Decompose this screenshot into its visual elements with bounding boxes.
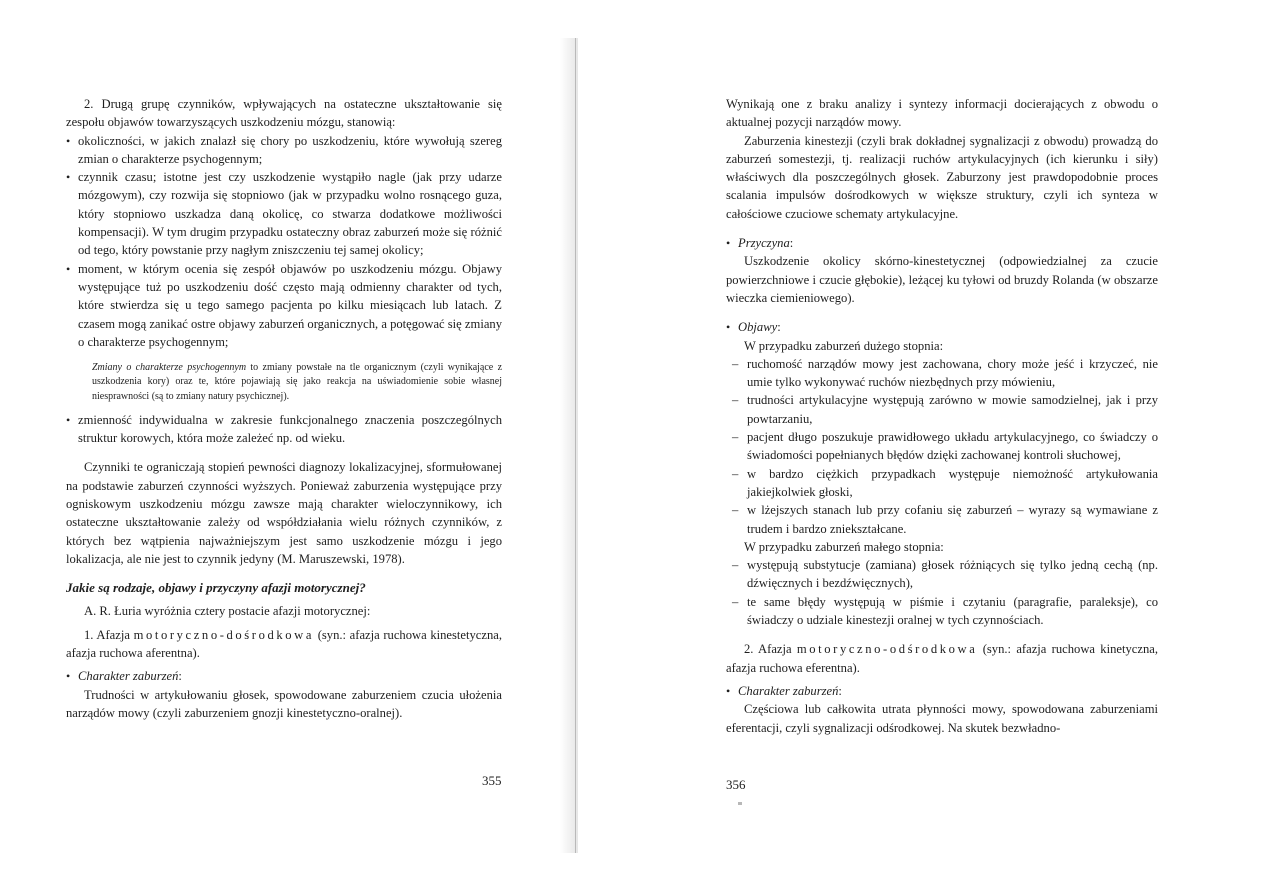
scan-speck: [738, 802, 742, 805]
type-prefix: 1. Afazja: [84, 627, 134, 642]
list-item: • okoliczności, w jakich znalazł się chory po uszkodzeniu, które wywołują szereg zmian o charakterze psychogennym;: [66, 132, 502, 169]
page-number: 356: [726, 777, 746, 792]
kinesthesia-paragraph: Zaburzenia kinestezji (czyli brak dokładnej sygnalizacji z obwodu) prowadzą do zaburzeń somestezji, tj. realizacji ruchów artykulacyjnych (ich kierunku i siły) właściwych dla poszczególnych głosek. Zaburzony jest prawdopodobnie proces scalania impulsów dośrodkowych w większe struktury, czyli ich synteza w całościowe czuciowe schematy artykulacyjne.: [726, 133, 1158, 221]
severe-symptoms-list: [726, 355, 1158, 538]
character-label: Charakter zaburzeń: [738, 683, 839, 698]
character-label: Charakter zaburzeń: [78, 669, 179, 684]
severe-intro: W przypadku zaburzeń dużego stopnia:: [744, 338, 944, 353]
list-item: – występują substytucje (zamiana) głosek różniących się tylko jedną cechą (np. dźwięcznych i bezdźwięcznych),: [726, 556, 1158, 593]
character-paragraph: Trudności w artykułowaniu głosek, spowodowane zaburzeniem czucia ułożenia narządów mowy (czyli zaburzeniem gnozji kinestetyczno-oralnej).: [66, 687, 502, 720]
intro-paragraph: 2. Drugą grupę czynników, wpływających na ostateczne ukształtowanie się zespołu objawów towarzyszących uszkodzeniu mózgu, stanowią:: [66, 97, 502, 130]
cause-paragraph: Uszkodzenie okolicy skórno-kinestetycznej (odpowiedzialnej za czucie powierzchniowe i czucie głębokie), leżącej ku tyłowi od bruzdy Rolanda (w obszarze wieczka ciemieniowego).: [726, 254, 1158, 305]
left-page-edge: [575, 38, 576, 853]
cause-label: Przyczyna: [738, 236, 790, 251]
list-item: • zmienność indywidualna w zakresie funkcjonalnego znaczenia poszczególnych struktur korowych, która może zależeć np. od wieku.: [66, 411, 502, 448]
list-item: • moment, w którym ocenia się zespół objawów po uszkodzeniu mózgu. Objawy występujące tuż po uszkodzeniu dość często mają odmienny charakter od tych, które stwierdza się u tego samego pacjenta po kilku miesiącach lub latach. Z czasem mogą zanikać ostre objawy zaburzeń organicznych, a potęgować się zmiany o charakterze psychogennym;: [66, 260, 502, 351]
note-term: Zmiany o charakterze psychogennym: [92, 362, 247, 374]
note-text: to zmiany powstałe na tle organicznym (czyli wynikające z uszkodzenia kory) oraz te, które pojawiają się jako reakcja na uświadomienie sobie własnej niesprawności (są to zmiany natury psychicznej).: [92, 362, 503, 402]
aphasia-type-2: [726, 640, 1158, 677]
factors-list-continued: [66, 411, 502, 448]
mild-symptoms-list: [726, 556, 1158, 629]
page-number: 355: [482, 773, 502, 788]
type-name: motoryczno-dośrodkowa: [133, 627, 315, 642]
luria-paragraph: A. R. Łuria wyróżnia cztery postacie afazji motorycznej:: [84, 604, 371, 619]
right-page-text: [726, 95, 1158, 737]
type-name: motoryczno-odśrodkowa: [796, 642, 978, 657]
type-suffix: (syn.: afazja ruchowa kinetyczna, afazja ruchowa eferentna).: [726, 642, 1158, 675]
section-heading: Jakie są rodzaje, objawy i przyczyny afazji motorycznej?: [66, 580, 366, 596]
left-page-text: [66, 95, 502, 722]
aphasia-type-1: [66, 626, 502, 663]
symptoms-label: Objawy: [738, 320, 778, 335]
list-item: – w bardzo ciężkich przypadkach występuje niemożność artykułowania jakiejkolwiek głoski,: [726, 465, 1158, 502]
list-item: – w lżejszych stanach lub przy cofaniu się zaburzeń – wyrazy są wymawiane z trudem i bardzo zniekształcane.: [726, 501, 1158, 538]
list-item: – trudności artykulacyjne występują zarówno w mowie samodzielnej, jak i przy powtarzaniu,: [726, 391, 1158, 428]
list-item: – te same błędy występują w piśmie i czytaniu (paragrafie, paraleksje), co świadczy o udziale kinestezji oralnej w tych czynnościach.: [726, 593, 1158, 630]
type-suffix: (syn.: afazja ruchowa kinestetyczna, afazja ruchowa aferentna).: [66, 627, 502, 661]
character-label-line: • Charakter zaburzeń:: [726, 682, 1158, 700]
character-paragraph: Częściowa lub całkowita utrata płynności mowy, spowodowana zaburzeniami eferentacji, czyli sygnalizacji odśrodkowej. Na skutek bezwładno-: [726, 702, 1158, 735]
continuation-paragraph: Wynikają one z braku analizy i syntezy informacji docierających z obwodu o aktualnej pozycji narządów mowy.: [726, 97, 1158, 130]
character-label-line: • Charakter zaburzeń:: [66, 667, 502, 685]
left-page: [0, 0, 588, 893]
body-paragraph: Czynniki te ograniczają stopień pewności diagnozy lokalizacyjnej, sformułowanej na podstawie zaburzeń czynności wyższych. Ponieważ zaburzenia występujące przy ogniskowym uszkodzeniu mózgu zawsze mają charakter wieloczynnikowy, ich ostateczne ukształtowanie zależy od współdziałania wielu różnych czynników, z których bez wątpienia najważniejszym jest samo uszkodzenie mózgu i jego lokalizacja, ale nie jest to czynnik jedyny (M. Maruszewski, 1978).: [66, 460, 502, 566]
cause-label-line: • Przyczyna:: [726, 234, 1158, 252]
right-page: [654, 0, 1263, 893]
symptoms-label-line: • Objawy:: [726, 318, 1158, 336]
list-item: – ruchomość narządów mowy jest zachowana, chory może jeść i krzyczeć, nie umie tylko wykonywać ruchów niezbędnych przy mówieniu,: [726, 355, 1158, 392]
psychogenic-note: [66, 361, 502, 404]
mild-intro: W przypadku zaburzeń małego stopnia:: [744, 539, 944, 554]
list-item: • czynnik czasu; istotne jest czy uszkodzenie wystąpiło nagle (jak przy udarze mózgowym), czy rozwija się stopniowo (jak w przypadku wolno rosnącego guza, który stopniowo uszkadza daną okolicę, co stwarza dodatkowe możliwości kompensacji). W tym drugim przypadku ostateczny obraz zaburzeń może się różnić od tego, który powstanie przy nagłym zniszczeniu tej samej okolicy;: [66, 168, 502, 259]
type-prefix: 2. Afazja: [744, 642, 797, 657]
factors-list: [66, 132, 502, 352]
list-item: – pacjent długo poszukuje prawidłowego układu artykulacyjnego, co świadczy o świadomości popełnianych błędów dzięki zachowanej kontroli słuchowej,: [726, 428, 1158, 465]
